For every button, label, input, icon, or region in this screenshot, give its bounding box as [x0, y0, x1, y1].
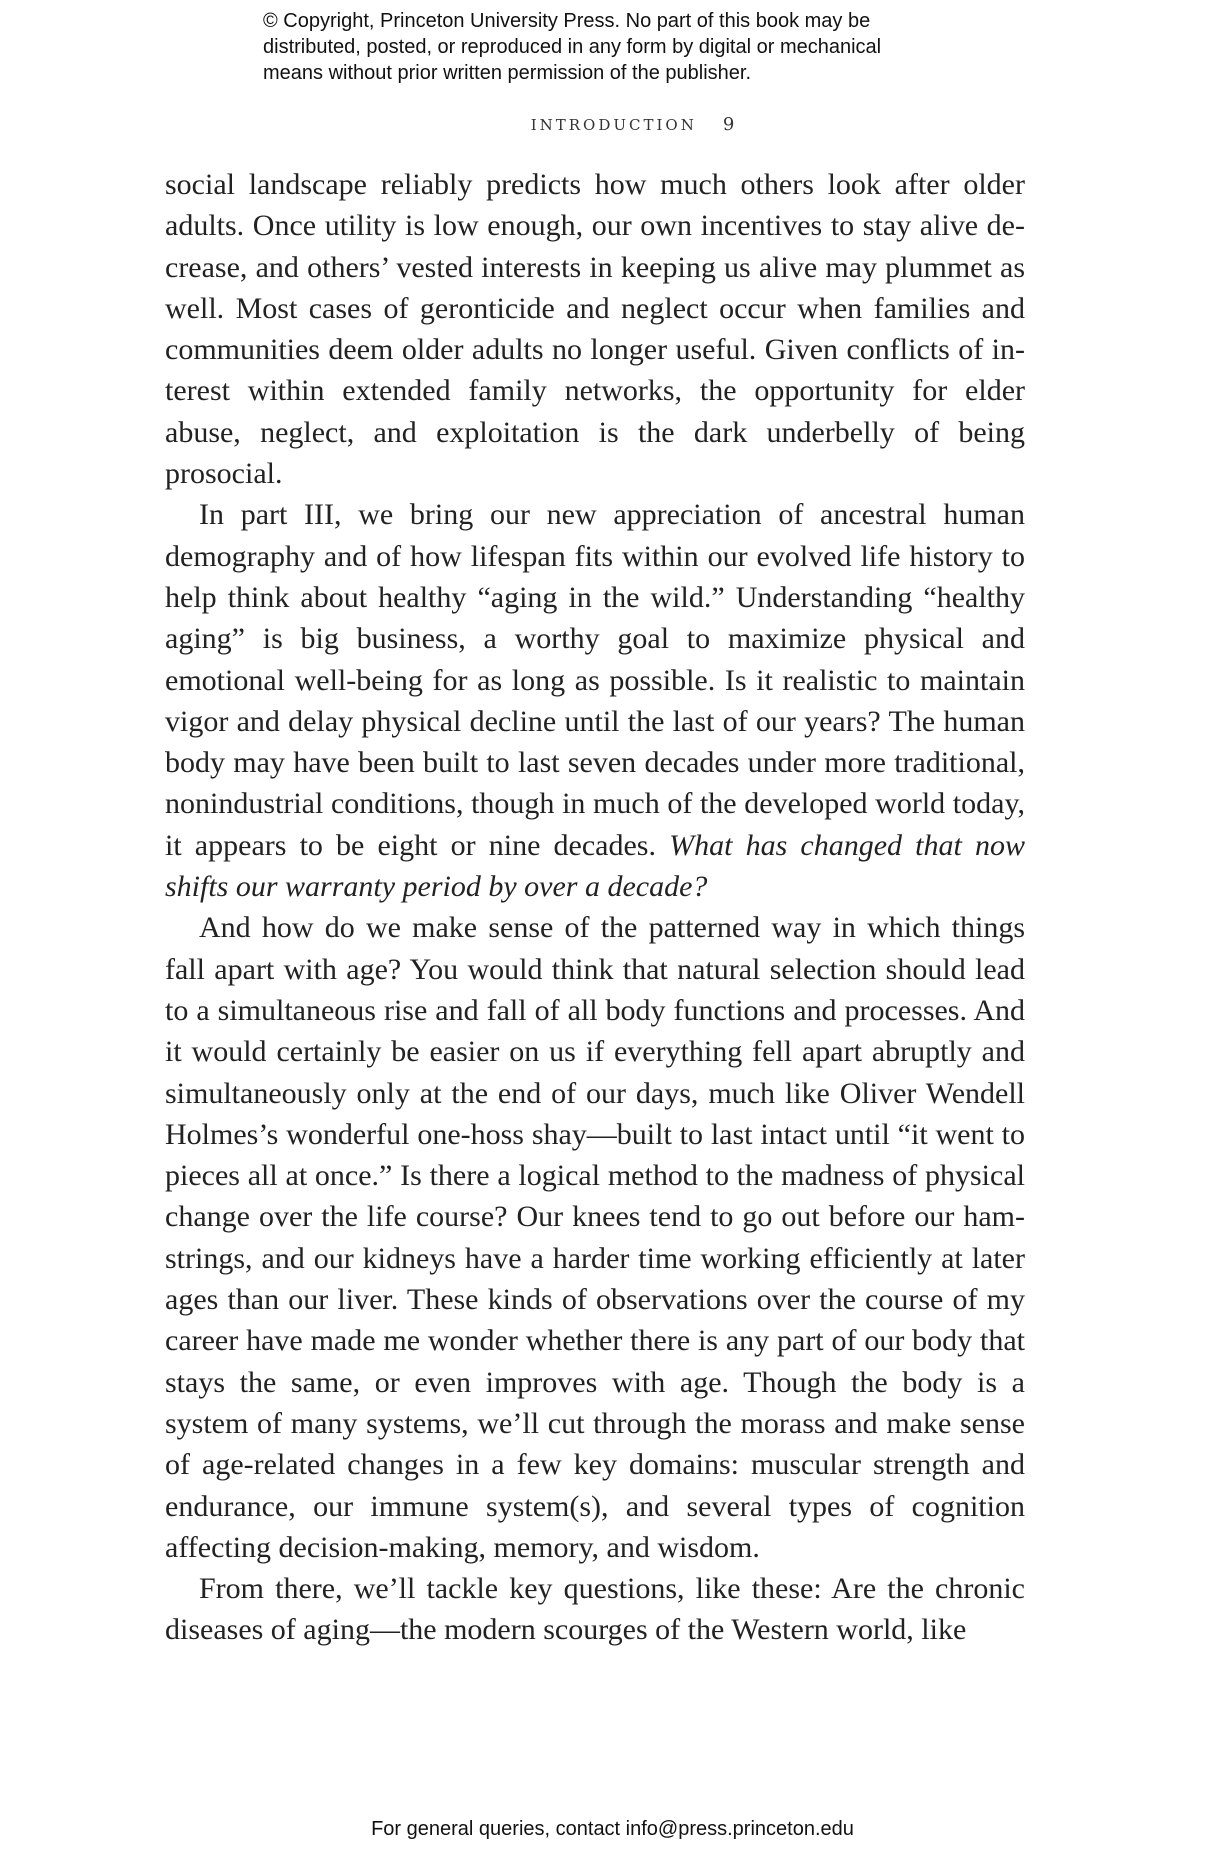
copyright-line-1: © Copyright, Princeton University Press. No part of this book may be — [263, 10, 871, 32]
paragraph-2-italic-question: What has changed that now shifts our warranty period by over a decade? — [165, 828, 1025, 904]
paragraph-3: And how do we make sense of the patterned way in which things fall apart with age? You would think that natural selection should lead to a simultaneous rise and fall of all body functions and processes. And it would certainly be easier on us if everything fell apart abruptly and simultaneously only at the end of our days, much like Oliver Wendell Holmes’s wonderful one-hoss shay—built to last intact until “it went to pieces all at once.” Is there a logical method to the madness of physical change over the life course? Our knees tend to go out before our hamstrings, and our kidneys have a harder time working efficiently at later ages than our liver. These kinds of observations over the course of my career have made me wonder whether there is any part of our body that stays the same, or even improves with age. Though the body is a system of many systems, we’ll cut through the morass and make sense of age-related changes in a few key domains: muscular strength and endurance, our immune system(s), and several types of cognition affecting decision-making, memory, and wisdom. — [165, 911, 1025, 1564]
section-title: INTRODUCTION — [530, 116, 697, 134]
footer-contact: For general queries, contact info@press.princeton.edu — [371, 1818, 854, 1840]
copyright-notice — [263, 8, 983, 86]
body-text — [165, 164, 1025, 1651]
paragraph-4: From there, we’ll tackle key questions, like these: Are the chronic diseases of aging—the modern scourges of the Western world, like — [165, 1572, 1025, 1647]
paragraph-2 — [165, 494, 1025, 907]
copyright-line-2: distributed, posted, or reproduced in any form by digital or mechanical — [263, 36, 882, 58]
paragraph-1: social landscape reliably predicts how much others look after older adults. Once utility is low enough, our own incentives to stay alive decrease, and others’ vested interests in keeping us alive may plummet as well. Most cases of geronticide and neglect occur when families and communities deem older adults no longer useful. Given conflicts of interest within extended family networks, the opportunity for elder abuse, neglect, and exploitation is the dark underbelly of being prosocial. — [165, 168, 1025, 491]
page-number: 9 — [722, 114, 735, 135]
running-head — [0, 114, 1225, 135]
copyright-line-3: means without prior written permission of the publisher. — [263, 62, 752, 84]
paragraph-2-text: In part III, we bring our new appreciation of ancestral human demography and of how lifespan fits within our evolved life history to help think about healthy “aging in the wild.” Understanding “healthy aging” is big business, a worthy goal to maximize physical and emotional well-being for as long as possible. Is it realistic to maintain vigor and delay physical decline until the last of our years? The human body may have been built to last seven decades under more traditional, nonindustrial conditions, though in much of the developed world today, it appears to be eight or nine decades. — [165, 498, 1025, 862]
